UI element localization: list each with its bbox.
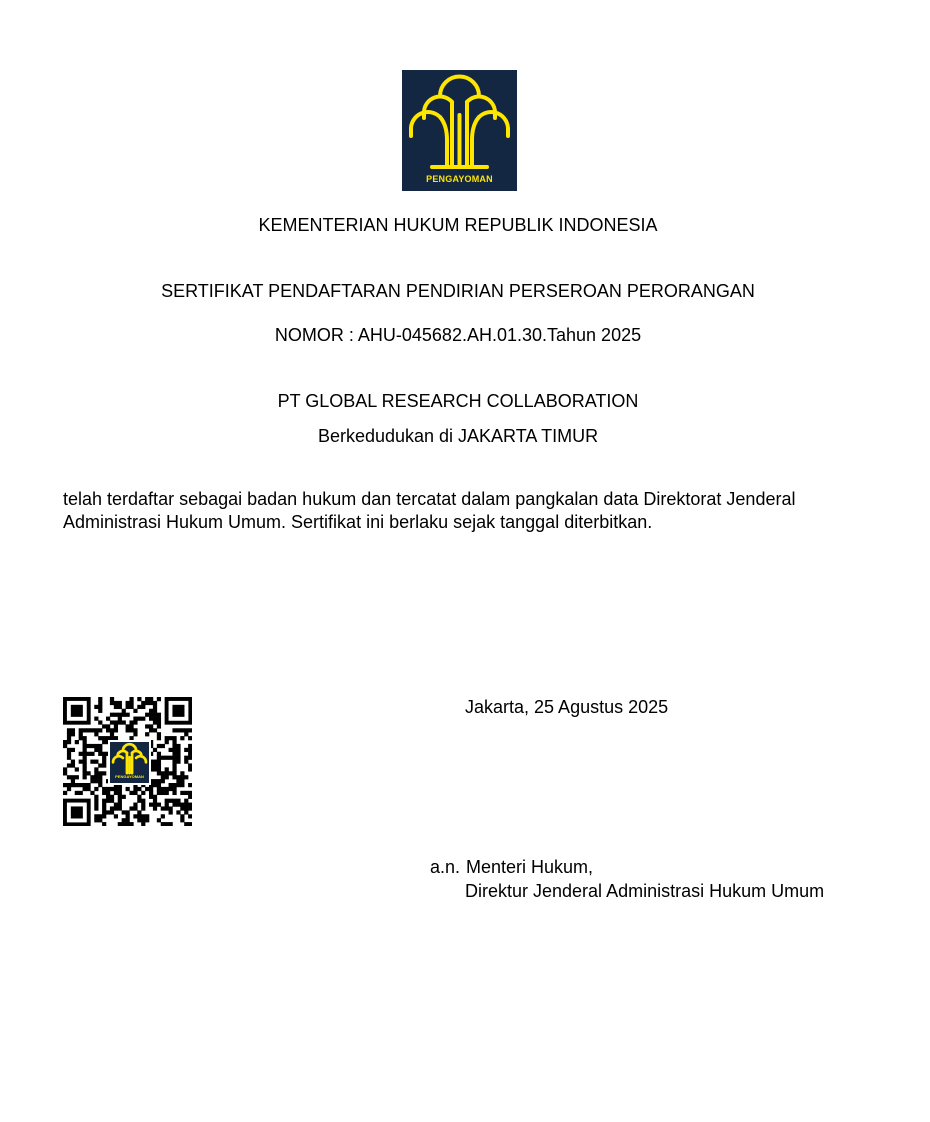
emblem-label: PENGAYOMAN xyxy=(426,174,493,184)
on-behalf-prefix: a.n. xyxy=(430,857,461,877)
registration-statement: telah terdaftar sebagai badan hukum dan tercatat dalam pangkalan data Direktorat Jenderal Administrasi Hukum Umum. Sertifikat ini berlaku sejak tanggal diterbitkan. xyxy=(63,489,796,532)
pengayoman-emblem-icon xyxy=(402,70,517,191)
minister-title: Menteri Hukum, xyxy=(466,857,594,877)
certificate-title: SERTIFIKAT PENDAFTARAN PENDIRIAN PERSEROAN PERORANGAN xyxy=(161,281,755,301)
qr-emblem-label: PENGAYOMAN xyxy=(115,774,144,779)
company-domicile: Berkedudukan di JAKARTA TIMUR xyxy=(317,426,599,446)
company-name: PT GLOBAL RESEARCH COLLABORATION xyxy=(277,391,639,411)
certificate-number: NOMOR : AHU-045682.AH.01.30.Tahun 2025 xyxy=(274,325,642,345)
director-title: Direktur Jenderal Administrasi Hukum Umum xyxy=(465,881,825,901)
pengayoman-emblem-graphic xyxy=(402,70,517,191)
qr-code-icon xyxy=(63,697,192,826)
ministry-title: KEMENTERIAN HUKUM REPUBLIK INDONESIA xyxy=(258,215,658,235)
qr-emblem-icon xyxy=(108,740,151,785)
place-date: Jakarta, 25 Agustus 2025 xyxy=(465,697,669,717)
